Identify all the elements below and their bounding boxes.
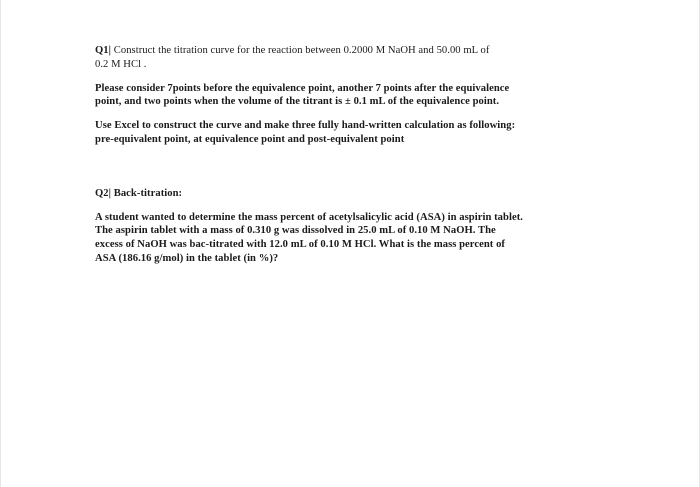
q2-heading: Q2| Back-titration: [95,187,183,199]
q1-prompt-line-2: 0.2 M HCl . [95,58,147,70]
q2-body-line-1: A student wanted to determine the mass percent of acetylsalicylic acid (ASA) in aspirin tablet. [95,211,523,223]
q2-body-line-4: ASA (186.16 g/mol) in the tablet (in %)? [95,252,279,264]
q1-label: Q1| [95,45,112,56]
q1-instructions-line-2: point, and two points when the volume of the titrant is ± 0.1 mL of the equivalence point. [95,96,500,108]
q1-instructions-line-1: Please consider 7points before the equivalence point, another 7 points after the equivalence [95,82,510,94]
question-2 [95,187,615,266]
q1-prompt-text: Construct the titration curve for the reaction between 0.2000 M NaOH and 50.00 mL of [113,45,490,56]
q2-body-line-3: excess of NaOH was bac-titrated with 12.0 mL of 0.10 M HCl. What is the mass percent of [95,239,506,251]
question-1 [95,44,615,147]
q1-excel-line-2: pre-equivalent point, at equivalence point and post-equivalent point [95,133,405,145]
document-page [95,44,615,266]
q1-prompt-line-1 [95,44,615,58]
q2-body-line-2: The aspirin tablet with a mass of 0.310 g was dissolved in 25.0 mL of 0.10 M NaOH. The [95,225,496,237]
q1-excel-line-1: Use Excel to construct the curve and make three fully hand-written calculation as following: [95,120,516,132]
